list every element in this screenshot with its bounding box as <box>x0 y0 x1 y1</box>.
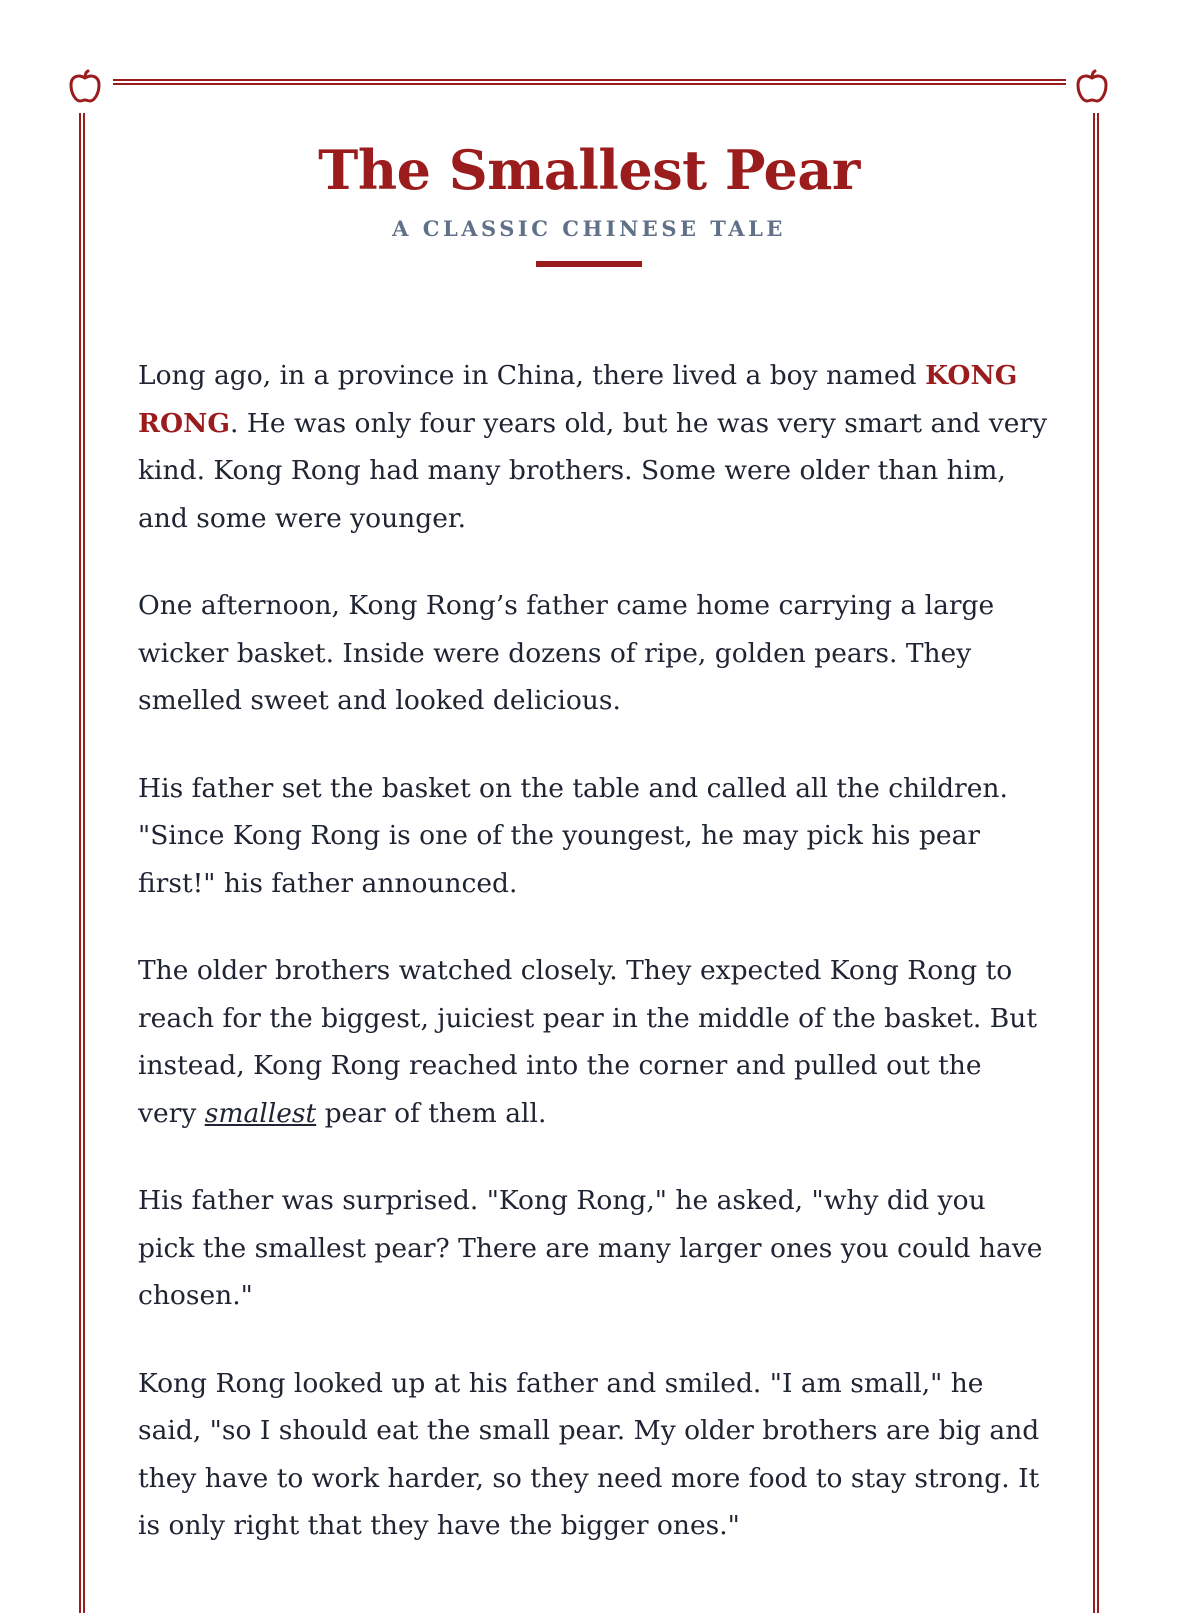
frame-left-border <box>79 113 85 1613</box>
page-title: The Smallest Pear <box>318 138 860 202</box>
paragraph: His father set the basket on the table and called all the children. "Since Kong Rong is one of the youngest, he may pick his pear first!" his father announced. <box>138 772 1008 899</box>
paragraph: The older brothers watched closely. They expected Kong Rong to reach for the biggest, juiciest pear in the middle of the basket. But instead, Kong Rong reached into the corner and pulled out the very smallest pear of them all. <box>138 955 1037 1129</box>
paragraph: His father was surprised. "Kong Rong," he asked, "why did you pick the smallest pear? There are many larger ones you could have chosen." <box>138 1185 1043 1311</box>
apple-icon <box>66 68 104 106</box>
story-header <box>0 138 1178 267</box>
frame-right-border <box>1093 113 1099 1613</box>
story-body <box>138 352 1048 1590</box>
emphasis: smallest <box>204 1097 317 1129</box>
frame-top-border <box>113 79 1066 85</box>
subtitle: A CLASSIC CHINESE TALE <box>392 216 786 241</box>
paragraph: Kong Rong looked up at his father and smiled. "I am small," he said, "so I should eat the small pear. My older brothers are big and they have to work harder, so they need more food to stay strong. It is only right that they have the bigger ones." <box>138 1367 1040 1541</box>
apple-icon <box>1073 68 1111 106</box>
paragraph: One afternoon, Kong Rong’s father came home carrying a large wicker basket. Inside were dozens of ripe, golden pears. They smelled sweet and looked delicious. <box>138 590 995 716</box>
character-name: KONG RONG <box>138 360 1018 439</box>
title-divider <box>536 261 642 267</box>
paragraph: Long ago, in a province in China, there lived a boy named KONG RONG. He was only four years old, but he was very smart and very kind. Kong Rong had many brothers. Some were older than him, and some were younger. <box>138 360 1048 534</box>
